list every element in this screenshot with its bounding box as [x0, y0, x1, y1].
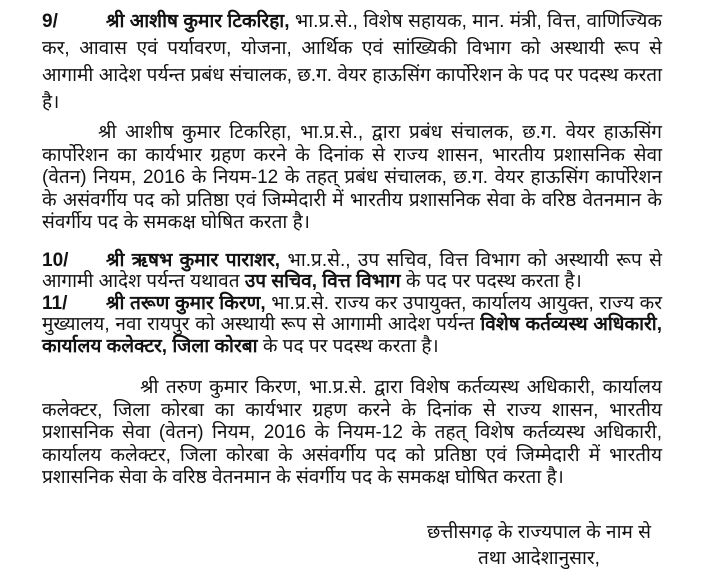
- order-item-11: [42, 293, 662, 358]
- order-item-10: [42, 250, 662, 293]
- closing-signature-block: [414, 520, 664, 569]
- closing-line-by-order: तथा आदेशानुसार,: [478, 547, 600, 569]
- item-number-9: 9/: [42, 11, 58, 32]
- closing-line-governor: छत्तीसगढ़ के राज्यपाल के नाम से: [426, 521, 652, 543]
- item-number-10: 10/: [42, 249, 69, 271]
- item-text-9-continuation: श्री आशीष कुमार टिकरिहा, भा.प्र.से., द्वारा प्रबंध संचालक, छ.ग. वेयर हाऊसिंग कार्पोरेशन का कार्यभार ग्रहण करने के दिनांक से राज्य शासन, भारतीय प्रशासनिक सेवा (वेतन) नियम, 2016 के नियम-12 के तहत् प्रबंध संचालक, छ.ग. वेयर हाऊसिंग कार्पोरेशन के असंवर्गीय पद को प्रतिष्ठा एवं जिम्मेदारी में भारतीय प्रशासनिक सेवा के वरिष्ठ वेतनमान के संवर्गीय पद के समकक्ष घोषित करता है।: [42, 122, 662, 233]
- order-item-9-continuation: [42, 122, 662, 235]
- item-number-11: 11/: [42, 292, 68, 314]
- order-item-9: [42, 8, 662, 116]
- item-text-10: श्री ऋषभ कुमार पाराशर, भा.प्र.से., उप सचिव, वित्त विभाग को अस्थायी रूप से आगामी आदेश पर्यन्त यथावत उप सचिव, वित्त विभाग के पद पर पदस्थ करता है।: [42, 249, 662, 292]
- item-text-11-continuation: श्री तरुण कुमार किरण, भा.प्र.से. द्वारा विशेष कर्तव्यस्थ अधिकारी, कार्यालय कलेक्टर, जिला कोरबा का कार्यभार ग्रहण करने के दिनांक से राज्य शासन, भारतीय प्रशासनिक सेवा (वेतन) नियम, 2016 के नियम-12 के तहत् विशेष कर्तव्यस्थ अधिकारी, कार्यालय कलेक्टर, जिला कोरबा के असंवर्गीय पद को प्रतिष्ठा एवं जिम्मेदारी में भारतीय प्रशासनिक सेवा के वरिष्ठ वेतनमान के संवर्गीय पद के समकक्ष घोषित करता है।: [42, 377, 662, 488]
- order-item-11-continuation: [42, 377, 662, 490]
- document-page: [42, 8, 662, 569]
- item-text-9: श्री आशीष कुमार टिकरिहा, भा.प्र.से., विशेष सहायक, मान. मंत्री, वित्त, वाणिज्यिक कर, आवास एवं पर्यावरण, योजना, आर्थिक एवं सांख्यिकी विभाग को अस्थायी रूप से आगामी आदेश पर्यन्त प्रबंध संचालक, छ.ग. वेयर हाऊसिंग कार्पोरेशन के पद पर पदस्थ करता है।: [42, 11, 662, 113]
- item-text-11: श्री तरूण कुमार किरण, भा.प्र.से. राज्य कर उपायुक्त, कार्यालय आयुक्त, राज्य कर मुख्यालय, नवा रायपुर को अस्थायी रूप से आगामी आदेश पर्यन्त विशेष कर्तव्यस्थ अधिकारी, कार्यालय कलेक्टर, जिला कोरबा के पद पर पदस्थ करता है।: [42, 292, 663, 357]
